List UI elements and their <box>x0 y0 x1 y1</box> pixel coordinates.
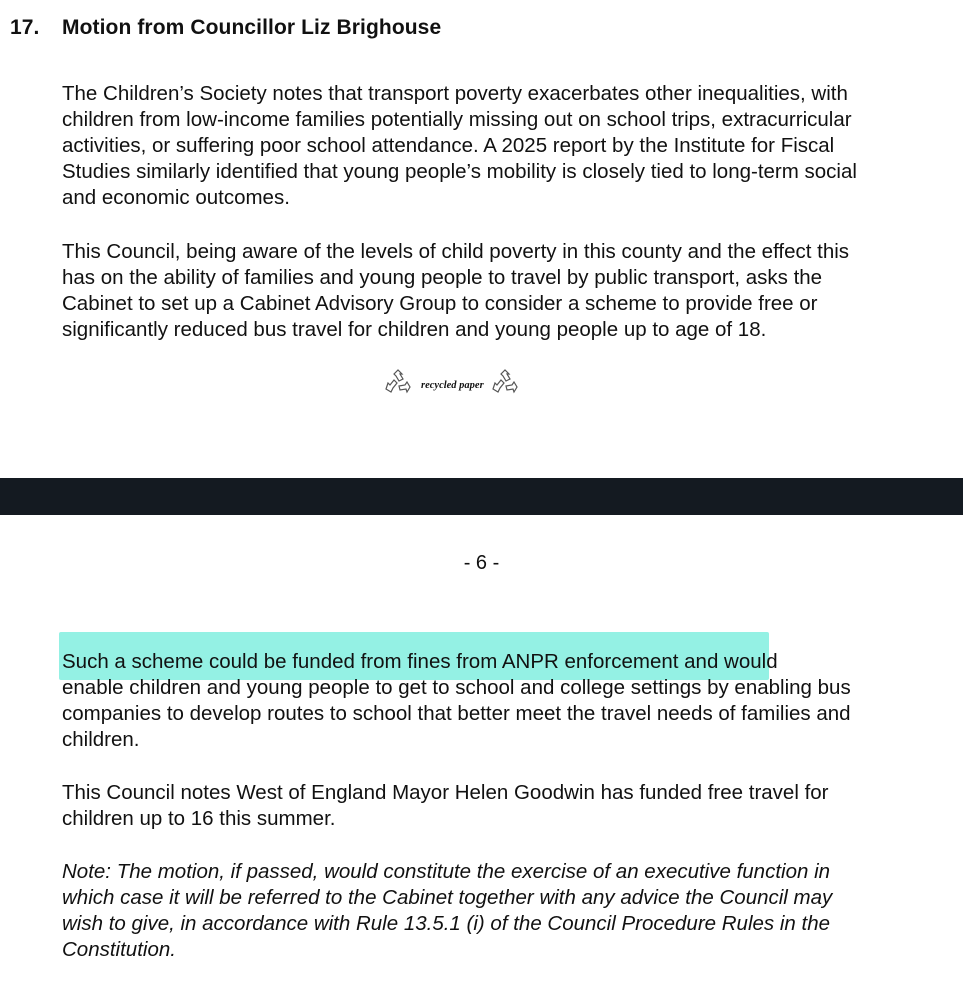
text-line: and economic outcomes. <box>62 186 290 209</box>
paragraph-funding <box>62 649 952 753</box>
text-line: wish to give, in accordance with Rule 13.5.1 (i) of the Council Procedure Rules in the <box>62 912 831 935</box>
text-line: children up to 16 this summer. <box>62 807 336 830</box>
text-line: This Council, being aware of the levels of child poverty in this county and the effect this <box>62 240 850 263</box>
text-line: significantly reduced bus travel for children and young people up to age of 18. <box>62 318 767 341</box>
text-line: Studies similarly identified that young people’s mobility is closely tied to long-term social <box>62 160 857 183</box>
text-line: has on the ability of families and young people to travel by public transport, asks the <box>62 266 823 289</box>
motion-number: 17. <box>10 16 40 39</box>
text-line: Constitution. <box>62 938 176 961</box>
text-line: companies to develop routes to school that better meet the travel needs of families and <box>62 702 851 725</box>
text-line: which case it will be referred to the Cabinet together with any advice the Council may <box>62 886 833 909</box>
motion-title: Motion from Councillor Liz Brighouse <box>62 16 442 39</box>
recycle-icon <box>383 368 413 403</box>
page-number: - 6 - <box>463 552 500 574</box>
recycled-paper-mark <box>383 368 543 402</box>
paragraph-childrens-society <box>62 81 952 211</box>
paragraph-council-request <box>62 239 952 343</box>
text-line: Such a scheme could be funded from fines from ANPR enforcement and would <box>62 650 778 673</box>
procedure-note <box>62 859 952 963</box>
text-line: This Council notes West of England Mayor Helen Goodwin has funded free travel for <box>62 781 829 804</box>
text-line: children from low-income families potentially missing out on school trips, extracurricular <box>62 108 852 131</box>
motion-heading <box>10 16 441 40</box>
text-line: activities, or suffering poor school attendance. A 2025 report by the Institute for Fiscal <box>62 134 835 157</box>
recycled-paper-label: recycled paper <box>421 379 484 391</box>
text-line: children. <box>62 728 140 751</box>
text-line: Note: The motion, if passed, would constitute the exercise of an executive function in <box>62 860 831 883</box>
page-divider <box>0 478 963 515</box>
paragraph-west-of-england <box>62 780 952 832</box>
recycle-icon <box>490 368 520 403</box>
text-line: The Children’s Society notes that transport poverty exacerbates other inequalities, with <box>62 82 848 105</box>
text-line: enable children and young people to get to school and college settings by enabling bus <box>62 676 851 699</box>
text-line: Cabinet to set up a Cabinet Advisory Group to consider a scheme to provide free or <box>62 292 818 315</box>
